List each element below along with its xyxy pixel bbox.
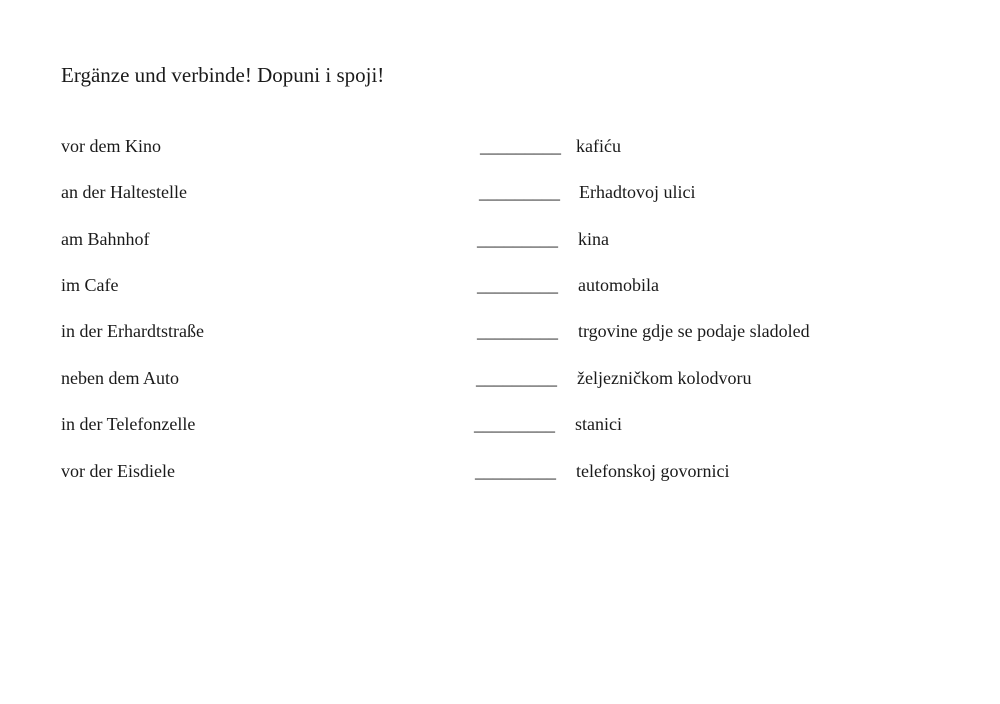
match-row xyxy=(0,273,1000,297)
croatian-phrase: kina xyxy=(578,229,609,249)
answer-blank[interactable]: _________ xyxy=(477,229,558,249)
match-row xyxy=(0,459,1000,483)
croatian-phrase: Erhadtovoj ulici xyxy=(579,182,696,202)
german-phrase: an der Haltestelle xyxy=(61,182,187,202)
answer-blank[interactable]: _________ xyxy=(480,136,561,156)
german-phrase: vor dem Kino xyxy=(61,136,161,156)
croatian-phrase: stanici xyxy=(575,414,622,434)
german-phrase: im Cafe xyxy=(61,275,119,295)
answer-blank[interactable]: _________ xyxy=(477,275,558,295)
croatian-phrase: željezničkom kolodvoru xyxy=(577,368,752,388)
croatian-phrase: telefonskoj govornici xyxy=(576,461,730,481)
croatian-phrase: automobila xyxy=(578,275,659,295)
answer-blank[interactable]: _________ xyxy=(476,368,557,388)
match-row xyxy=(0,134,1000,158)
match-row xyxy=(0,412,1000,436)
croatian-phrase: trgovine gdje se podaje sladoled xyxy=(578,321,810,341)
croatian-phrase: kafiću xyxy=(576,136,621,156)
worksheet-title: Ergänze und verbinde! Dopuni i spoji! xyxy=(61,63,385,87)
german-phrase: neben dem Auto xyxy=(61,368,179,388)
german-phrase: in der Telefonzelle xyxy=(61,414,196,434)
answer-blank[interactable]: _________ xyxy=(479,182,560,202)
german-phrase: in der Erhardtstraße xyxy=(61,321,204,341)
answer-blank[interactable]: _________ xyxy=(475,461,556,481)
match-row xyxy=(0,180,1000,204)
match-row xyxy=(0,366,1000,390)
answer-blank[interactable]: _________ xyxy=(474,414,555,434)
german-phrase: am Bahnhof xyxy=(61,229,150,249)
match-row xyxy=(0,319,1000,343)
answer-blank[interactable]: _________ xyxy=(477,321,558,341)
match-row xyxy=(0,227,1000,251)
german-phrase: vor der Eisdiele xyxy=(61,461,175,481)
